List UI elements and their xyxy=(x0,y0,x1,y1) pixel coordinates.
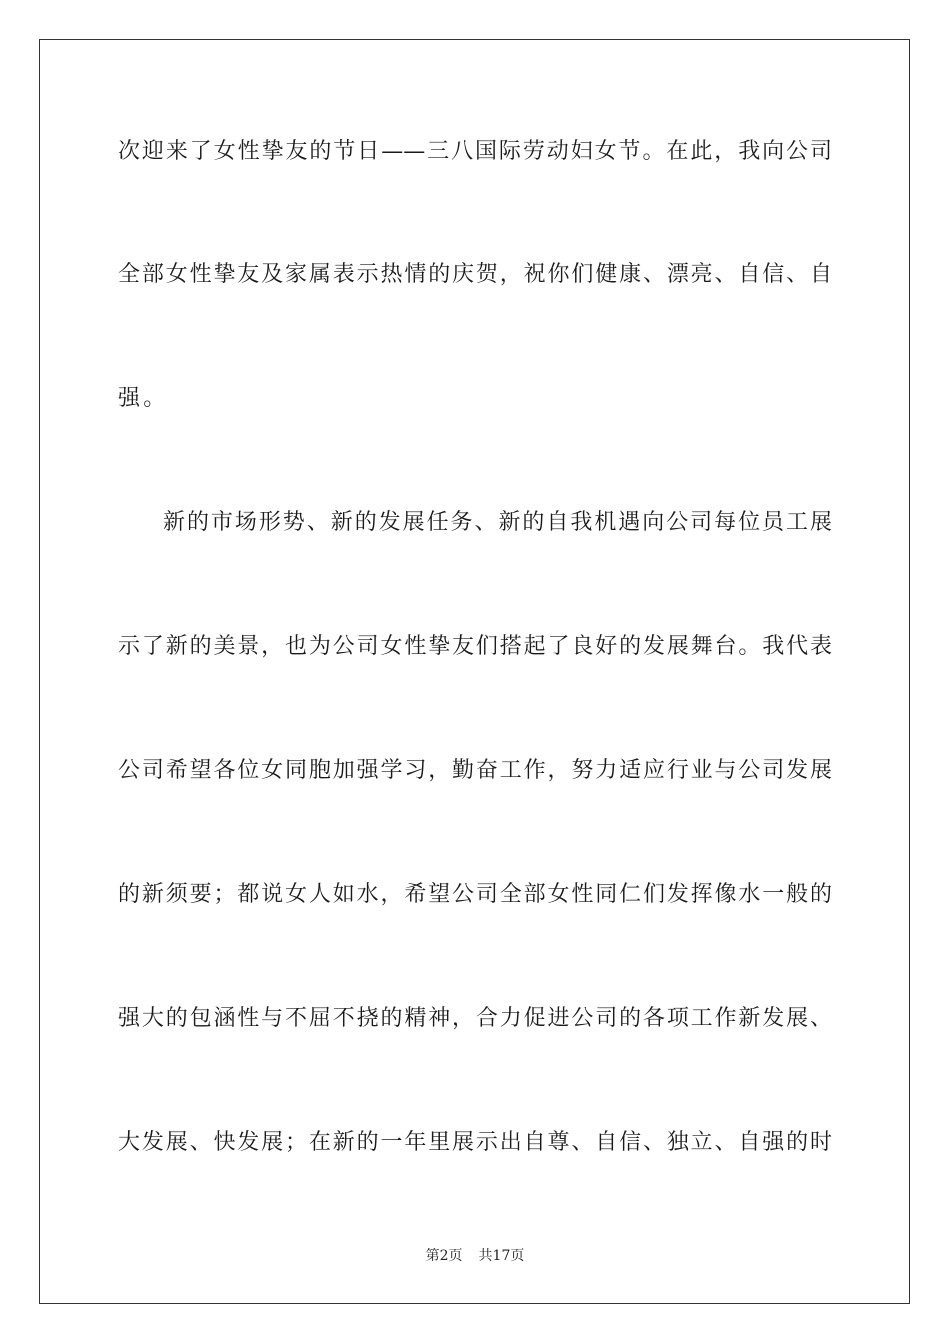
page-frame xyxy=(39,39,910,1304)
page-number: 第2页 xyxy=(425,1248,463,1264)
paragraph-line: 示了新的美景，也为公司女性挚友们搭起了良好的发展舞台。我代表 xyxy=(118,634,832,659)
page-footer xyxy=(0,1247,950,1265)
page-total: 共17页 xyxy=(478,1248,525,1264)
paragraph-line: 的新须要；都说女人如水，希望公司全部女性同仁们发挥像水一般的 xyxy=(118,882,832,907)
paragraph-line: 公司希望各位女同胞加强学习，勤奋工作，努力适应行业与公司发展 xyxy=(118,758,832,783)
paragraph-line: 大发展、快发展；在新的一年里展示出自尊、自信、独立、自强的时 xyxy=(118,1130,832,1155)
paragraph-line: 次迎来了女性挚友的节日——三八国际劳动妇女节。在此，我向公司 xyxy=(118,139,832,164)
paragraph-line: 新的市场形势、新的发展任务、新的自我机遇向公司每位员工展 xyxy=(163,510,832,535)
paragraph-line: 强大的包涵性与不屈不挠的精神，合力促进公司的各项工作新发展、 xyxy=(118,1006,832,1031)
paragraph-line: 全部女性挚友及家属表示热情的庆贺，祝你们健康、漂亮、自信、自 xyxy=(118,262,832,287)
paragraph-line: 强。 xyxy=(118,386,169,411)
